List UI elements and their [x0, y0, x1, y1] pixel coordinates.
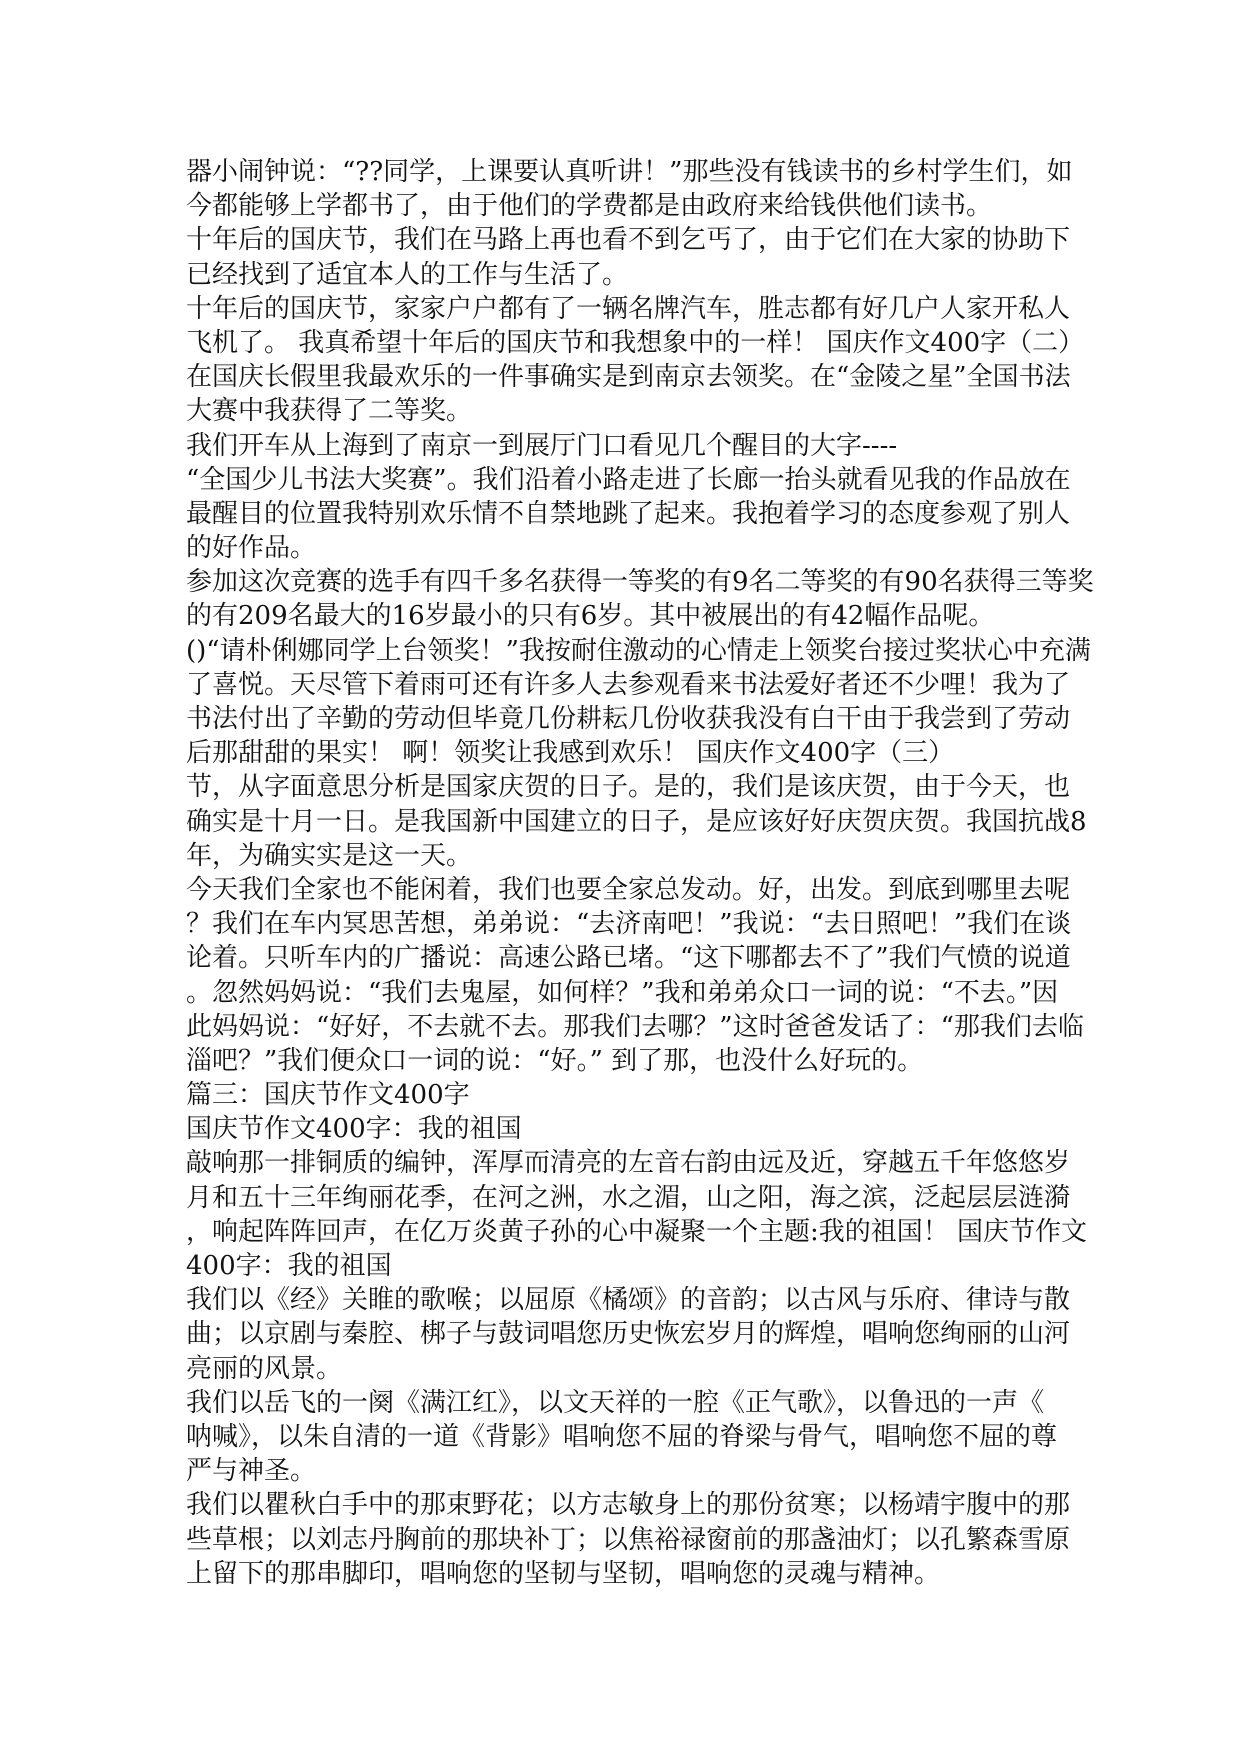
text-line: 我们以瞿秋白手中的那束野花；以方志敏身上的那份贫寒；以杨靖宇腹中的那	[186, 1490, 1071, 1521]
text-line: 月和五十三年绚丽花季，在河之洲，水之湄，山之阳，海之滨，泛起层层涟漪	[186, 1182, 1071, 1213]
text-line: 淄吧？”我们便众口一词的说：“好。” 到了那，也没什么好玩的。	[186, 1045, 924, 1076]
text-line: 了喜悦。天尽管下着雨可还有许多人去参观看来书法爱好者还不少哩！我为了	[186, 669, 1071, 700]
text-line: 今都能够上学都书了，由于他们的学费都是由政府来给钱供他们读书。	[186, 191, 993, 222]
text-line: 的有209名最大的16岁最小的只有6岁。其中被展出的有42幅作品呢。	[186, 601, 995, 632]
text-line: 此妈妈说：“好好，不去就不去。那我们去哪？”这时爸爸发话了：“那我们去临	[186, 1011, 1084, 1042]
text-line: 已经找到了适宜本人的工作与生活了。	[186, 259, 629, 290]
text-line: 大赛中我获得了二等奖。	[186, 396, 473, 427]
text-line: 最醒目的位置我特别欢乐情不自禁地跳了起来。我抱着学习的态度参观了别人	[186, 498, 1071, 529]
text-line: “全国少儿书法大奖赛”。我们沿着小路走进了长廊一抬头就看见我的作品放在	[186, 464, 1071, 495]
text-line: 我们以岳飞的一阕《满江红》，以文天祥的一腔《正气歌》，以鲁迅的一声《	[186, 1387, 1045, 1418]
text-line: 在国庆长假里我最欢乐的一件事确实是到南京去领奖。在“金陵之星”全国书法	[186, 362, 1071, 393]
text-line: ()“请朴俐娜同学上台领奖！”我按耐住激动的心情走上领奖台接过奖状心中充满	[186, 635, 1091, 666]
text-line: ？我们在车内冥思苦想，弟弟说：“去济南吧！”我说：“去日照吧！”我们在谈	[186, 909, 1072, 940]
text-line: 我们开车从上海到了南京一到展厅门口看见几个醒目的大字----	[186, 430, 898, 461]
text-line: 节，从字面意思分析是国家庆贺的日子。是的，我们是该庆贺，由于今天，也	[186, 772, 1071, 803]
text-line: 飞机了。 我真希望十年后的国庆节和我想象中的一样！ 国庆作文400字（二）	[186, 327, 1085, 358]
text-line: 的好作品。	[186, 533, 317, 564]
text-line: 些草根；以刘志丹胸前的那块补丁；以焦裕禄窗前的那盏油灯；以孔繁森雪原	[186, 1524, 1071, 1555]
text-line: 器小闹钟说：“??同学，上课要认真听讲！”那些没有钱读书的乡村学生们，如	[186, 157, 1073, 187]
text-line: 400字：我的祖国	[186, 1251, 392, 1281]
text-line: 书法付出了辛勤的劳动但毕竟几份耕耘几份收获我没有白干由于我尝到了劳动	[186, 704, 1071, 734]
text-line: 确实是十月一日。是我国新中国建立的日子，是应该好好庆贺庆贺。我国抗战8	[186, 806, 1087, 837]
text-line: 年，为确实实是这一天。	[186, 840, 473, 871]
text-line: 参加这次竞赛的选手有四千多名获得一等奖的有9名二等奖的有90名获得三等奖	[186, 567, 1094, 598]
section-heading: 篇三：国庆节作文400字	[186, 1080, 470, 1111]
text-line: 严与神圣。	[186, 1456, 317, 1487]
text-line: 。忽然妈妈说：“我们去鬼屋，如何样？”我和弟弟众口一词的说：“不去。”因	[186, 977, 1059, 1008]
text-line: 亮丽的风景。	[186, 1353, 343, 1384]
text-line: 呐喊》，以朱自清的一道《背影》唱响您不屈的脊梁与骨气，唱响您不屈的尊	[186, 1421, 1058, 1452]
text-line: 后那甜甜的果实！ 啊！领奖让我感到欢乐！ 国庆作文400字（三）	[186, 738, 955, 769]
text-line: 敲响那一排铜质的编钟，浑厚而清亮的左音右韵由远及近，穿越五千年悠悠岁	[186, 1148, 1071, 1179]
text-line: 十年后的国庆节，家家户户都有了一辆名牌汽车，胜志都有好几户人家开私人	[186, 293, 1071, 324]
text-line: ，响起阵阵回声，在亿万炎黄子孙的心中凝聚一个主题:我的祖国！ 国庆节作文	[186, 1216, 1088, 1247]
text-line: 上留下的那串脚印，唱响您的坚韧与坚韧，唱响您的灵魂与精神。	[186, 1558, 941, 1589]
essay-title: 国庆节作文400字：我的祖国	[186, 1114, 522, 1145]
text-line: 今天我们全家也不能闲着，我们也要全家总发动。好，出发。到底到哪里去呢	[186, 874, 1071, 905]
text-line: 论着。只听车内的广播说：高速公路已堵。“这下哪都去不了”我们气愤的说道	[186, 943, 1071, 974]
text-line: 曲；以京剧与秦腔、梆子与鼓词唱您历史恢宏岁月的辉煌，唱响您绚丽的山河	[186, 1319, 1071, 1350]
text-line: 十年后的国庆节，我们在马路上再也看不到乞丐了，由于它们在大家的协助下	[186, 225, 1071, 256]
document-body	[186, 155, 1094, 1591]
text-line: 我们以《经》关睢的歌喉；以屈原《橘颂》的音韵；以古风与乐府、律诗与散	[186, 1285, 1071, 1316]
